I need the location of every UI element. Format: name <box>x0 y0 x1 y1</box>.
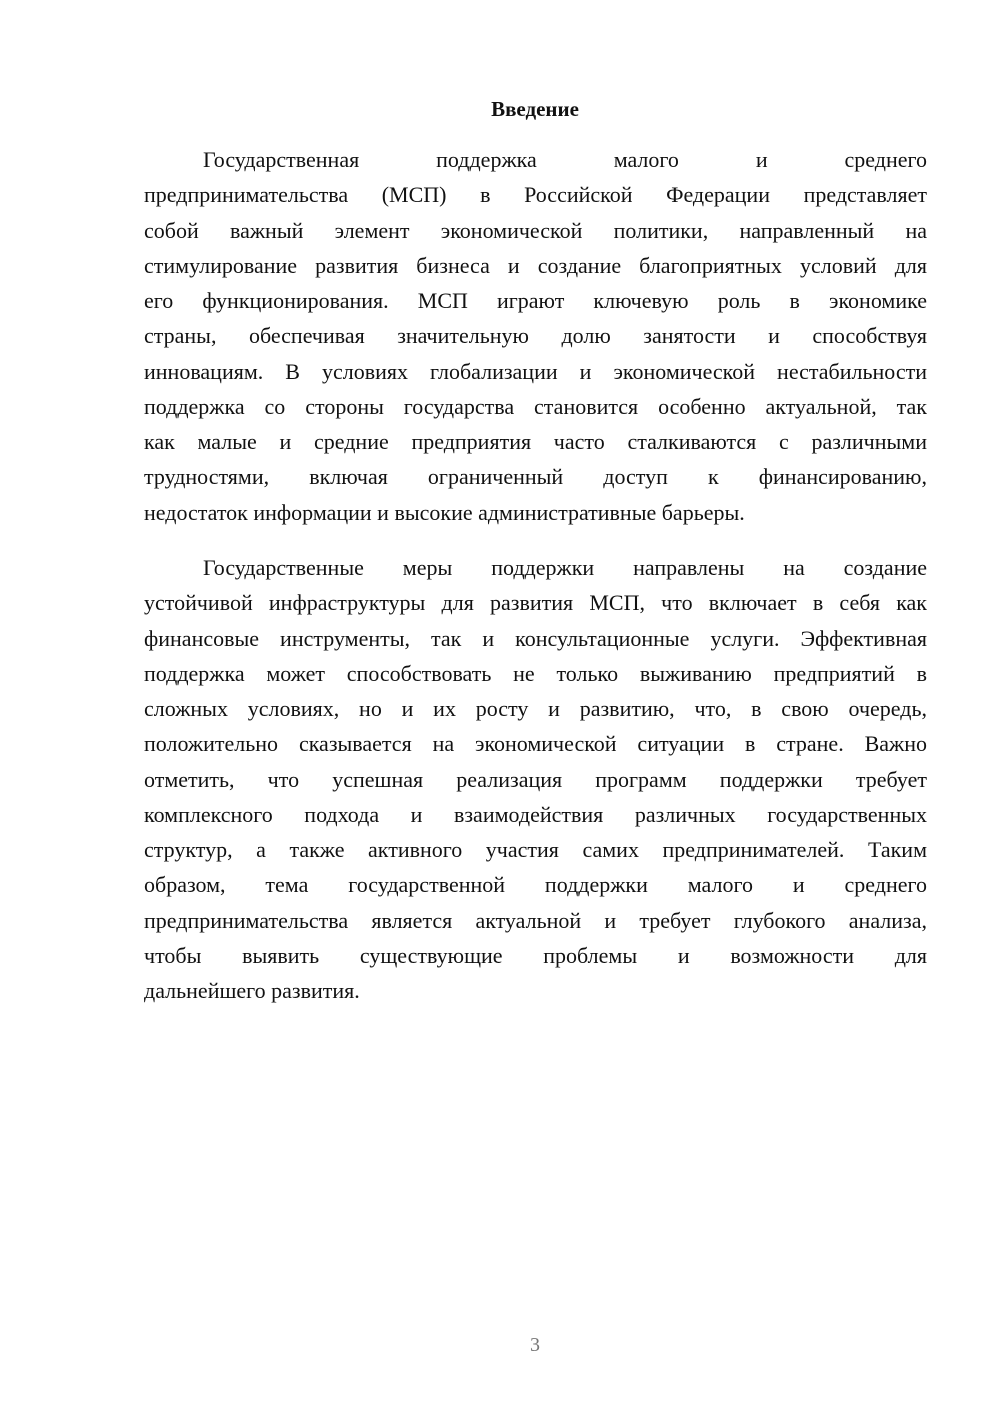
text-line: страны, обеспечивая значительную долю занятости и способствуя <box>144 323 927 349</box>
paragraph-2 <box>144 550 927 1008</box>
text-line: образом, тема государственной поддержки малого и среднего <box>144 872 927 898</box>
text-line: дальнейшего развития. <box>144 978 360 1003</box>
text-line: Государственная поддержка малого и среднего <box>203 147 927 172</box>
page-number: 3 <box>530 1334 540 1356</box>
text-line: Государственные меры поддержки направлены на создание <box>203 555 927 580</box>
text-line: структур, а также активного участия самих предпринимателей. Таким <box>144 837 927 862</box>
text-line: чтобы выявить существующие проблемы и возможности для <box>144 942 927 968</box>
text-line: трудностями, включая ограниченный доступ к финансированию, <box>144 464 927 490</box>
text-line: инновациям. В условиях глобализации и экономической нестабильности <box>144 358 927 384</box>
text-line: отметить, что успешная реализация программ поддержки требует <box>144 766 927 792</box>
text-line: стимулирование развития бизнеса и создание благоприятных условий для <box>144 252 927 278</box>
section-title: Введение <box>491 97 579 121</box>
text-line: комплексного подхода и взаимодействия различных государственных <box>144 801 927 827</box>
text-line: недостаток информации и высокие административные барьеры. <box>144 499 745 525</box>
text-line: предпринимательства (МСП) в Российской Федерации представляет <box>144 182 927 208</box>
text-line: финансовые инструменты, так и консультационные услуги. Эффективная <box>144 625 927 651</box>
text-line: как малые и средние предприятия часто сталкиваются с различными <box>144 429 927 454</box>
text-line: поддержка со стороны государства становится особенно актуальной, так <box>144 393 927 419</box>
text-line: положительно сказывается на экономической ситуации в стране. Важно <box>144 731 927 757</box>
text-line: его функционирования. МСП играют ключевую роль в экономике <box>144 288 927 313</box>
text-line: предпринимательства является актуальной и требует глубокого анализа, <box>144 907 927 933</box>
paragraph-1 <box>144 142 927 530</box>
text-line: устойчивой инфраструктуры для развития МСП, что включает в себя как <box>144 590 927 616</box>
text-line: поддержка может способствовать не только выживанию предприятий в <box>144 660 927 686</box>
text-line: собой важный элемент экономической политики, направленный на <box>144 217 927 243</box>
text-line: сложных условиях, но и их росту и развитию, что, в свою очередь, <box>144 696 927 721</box>
